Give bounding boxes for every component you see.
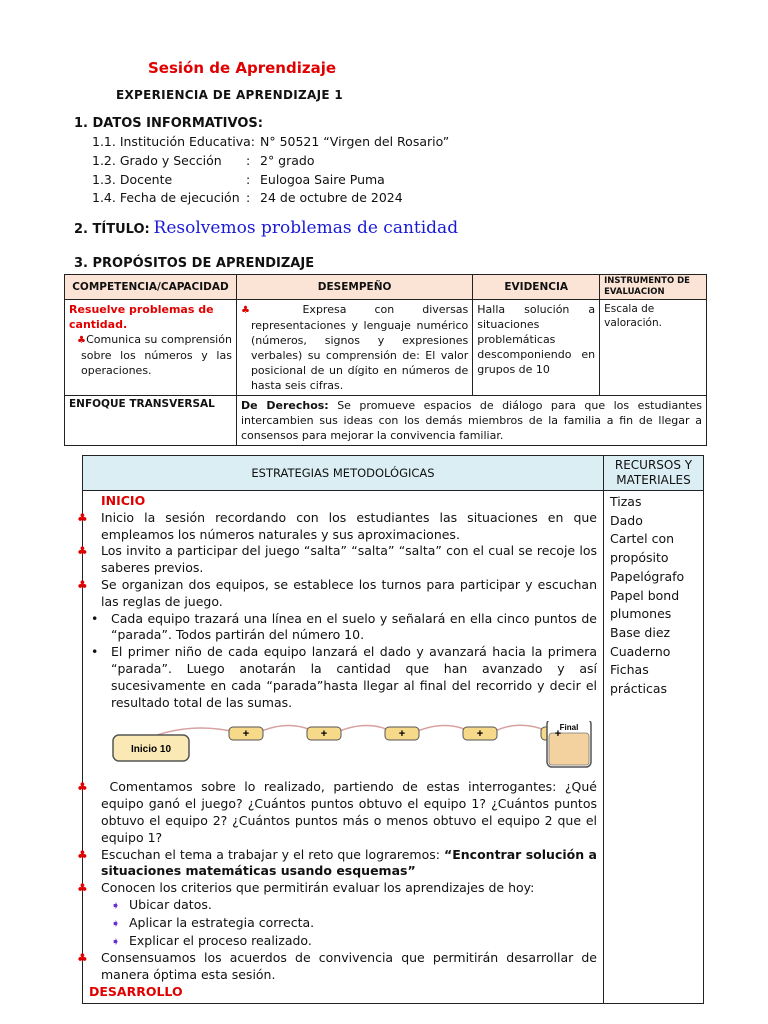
- info-colon: :: [246, 153, 251, 168]
- strategy-subitem: • El primer niño de cada equipo lanzará el dado y avanzará hacia la primera “parada”. Luego anotarán la cantidad que han avanzado y así sucesivamente en cada “parada”hasta llegar al final del recorrido y decir el resultado total de las sumas.: [91, 644, 597, 710]
- strategy-item: ♣ Conocen los criterios que permitirán evaluar los aprendizajes de hoy:: [77, 880, 535, 896]
- header-estrategias: ESTRATEGIAS METODOLÓGICAS: [83, 456, 604, 491]
- strategy-item: ♣ Inicio la sesión recordando con los estudiantes las situaciones en que empleamos los números naturales y sus aproximaciones.: [77, 509, 597, 542]
- header-evidencia: EVIDENCIA: [473, 275, 600, 300]
- cell-desempeno: [236, 300, 472, 396]
- info-value: 2° grado: [260, 153, 315, 168]
- estrategias-body: [77, 491, 604, 1004]
- propositos-table: [64, 274, 707, 446]
- info-value: Eulogoa Saire Puma: [260, 172, 385, 187]
- header-competencia: COMPETENCIA/CAPACIDAD: [65, 275, 237, 300]
- club-icon: ♣: [77, 577, 88, 592]
- strategy-item: ♣ Consensuamos los acuerdos de convivencia que permitirán desarrollar de manera óptima esta sesión.: [77, 950, 597, 983]
- page-title: Sesión de Aprendizaje: [148, 59, 337, 77]
- recurso-item: plumones: [610, 606, 672, 622]
- desempeno-text: Expresa con diversas representaciones y lenguaje numérico (números, signos y expresiones verbales) su comprensión de: El valor posicional de un dígito en números de hasta seis cifras.: [250, 303, 469, 392]
- propositos-heading: 3. PROPÓSITOS DE APRENDIZAJE: [74, 256, 315, 271]
- club-icon: ♣: [77, 847, 88, 862]
- game-track-svg: [89, 721, 597, 773]
- info-label: 1.2. Grado y Sección: [92, 153, 222, 168]
- datos-heading: 1. DATOS INFORMATIVOS:: [74, 116, 263, 131]
- stop-label: +: [242, 728, 250, 741]
- capacidad-text: Comunica su comprensión sobre los números y las operaciones.: [81, 333, 232, 377]
- club-icon: ♣: [240, 305, 275, 316]
- strategy-item: ♣ Se organizan dos equipos, se establece los turnos para participar y escuchan las reglas de juego.: [77, 576, 597, 609]
- header-desempeno: DESEMPEÑO: [236, 275, 472, 300]
- enfoque-label: ENFOQUE TRANSVERSAL: [65, 396, 237, 446]
- cell-enfoque: [236, 396, 706, 446]
- cell-evidencia: Halla solución a situaciones problemáticas descomponiendo en grupos de 10: [473, 300, 600, 396]
- recurso-item: Tizas: [610, 494, 642, 509]
- strategy-item: ♣ Escuchan el tema a trabajar y el reto que lograremos: “Encontrar solución a situaciones matemáticas usando esquemas”: [77, 846, 597, 879]
- recurso-item: Dado: [610, 512, 643, 528]
- stop-label: +: [398, 728, 406, 741]
- recursos-list: [604, 491, 704, 1004]
- desarrollo-label: DESARROLLO: [89, 983, 183, 999]
- info-label: 1.4. Fecha de ejecución: [92, 190, 240, 205]
- criterio-item: ➧ Explicar el proceso realizado.: [89, 933, 597, 951]
- club-icon: ♣: [77, 544, 88, 559]
- stop-label: +: [476, 728, 484, 741]
- page-subtitle: EXPERIENCIA DE APRENDIZAJE 1: [116, 88, 344, 102]
- club-icon: ♣: [77, 951, 88, 966]
- arrow-icon: ➧: [111, 898, 121, 912]
- estrategias-table: [77, 455, 704, 1004]
- titulo-value: Resolvemos problemas de cantidad: [153, 218, 459, 238]
- criterio-item: ➧ Aplicar la estrategia correcta.: [89, 915, 597, 933]
- info-colon: :: [246, 190, 251, 205]
- end-label: Final: [559, 723, 579, 733]
- competencia-text: Resuelve problemas de cantidad.: [69, 303, 214, 331]
- titulo-line: [74, 218, 458, 238]
- strategy-item: ♣ Los invito a participar del juego “salta” “salta” “salta” con el cual se recoje los saberes previos.: [77, 543, 597, 576]
- cell-competencia: [65, 300, 237, 396]
- arrow-icon: ➧: [111, 916, 121, 930]
- header-instrumento: INSTRUMENTO DE EVALUACION: [600, 275, 707, 300]
- recurso-item: Papelógrafo: [610, 568, 685, 584]
- recurso-item: Cartel con propósito: [610, 531, 675, 566]
- cell-instrumento: Escala de valoración.: [600, 300, 707, 396]
- club-icon: ♣: [77, 881, 88, 896]
- game-diagram: [89, 721, 597, 773]
- stop-label: +: [554, 728, 562, 741]
- enfoque-text: Se promueve espacios de diálogo para que los estudiantes intercambien sus ideas con los demás miembros de la familia a fin de llegar a consensos para mejorar la convivencia familiar.: [240, 399, 702, 442]
- inicio-label: INICIO: [101, 493, 146, 508]
- info-colon: :: [246, 172, 251, 187]
- strategy-item: ♣ Comentamos sobre lo realizado, partiendo de estas interrogantes: ¿Qué equipo ganó el juego? ¿Cuántos puntos obtuvo el equipo 1? ¿Cuántos puntos obtuvo el equipo 2? ¿Cuántos puntos más o menos obtuvo el equipo 2 que el equipo 1?: [77, 779, 597, 845]
- info-value: N° 50521 “Virgen del Rosario”: [260, 134, 450, 149]
- recurso-item: Base diez: [610, 624, 671, 640]
- info-value: 24 de octubre de 2024: [260, 190, 403, 205]
- recurso-item: Cuaderno: [610, 643, 671, 659]
- bullet-icon: •: [91, 644, 99, 660]
- titulo-label: 2. TÍTULO:: [74, 222, 150, 237]
- enfoque-title: De Derechos:: [240, 399, 329, 412]
- start-label: Inicio 10: [130, 744, 172, 756]
- club-icon: ♣: [77, 335, 87, 346]
- strategy-subitem: • Cada equipo trazará una línea en el suelo y señalará en ella cinco puntos de “parada”. Todos partirán del número 10.: [91, 610, 597, 643]
- recurso-item: Papel bond: [610, 587, 680, 603]
- club-icon: ♣: [77, 510, 88, 525]
- capacidad-item: [69, 332, 232, 378]
- info-label: 1.3. Docente: [92, 172, 173, 187]
- bullet-icon: •: [91, 610, 99, 626]
- header-recursos: RECURSOS Y MATERIALES: [604, 456, 704, 491]
- recurso-item: Fichas prácticas: [610, 662, 668, 697]
- criterio-item: ➧ Ubicar datos.: [89, 897, 597, 915]
- stop-label: +: [320, 728, 328, 741]
- club-icon: ♣: [77, 780, 88, 795]
- reto-text: “Encontrar solución a situaciones matemáticas usando esquemas”: [101, 846, 597, 879]
- arrow-icon: ➧: [111, 934, 121, 948]
- info-label: 1.1. Institución Educativa:: [92, 134, 255, 149]
